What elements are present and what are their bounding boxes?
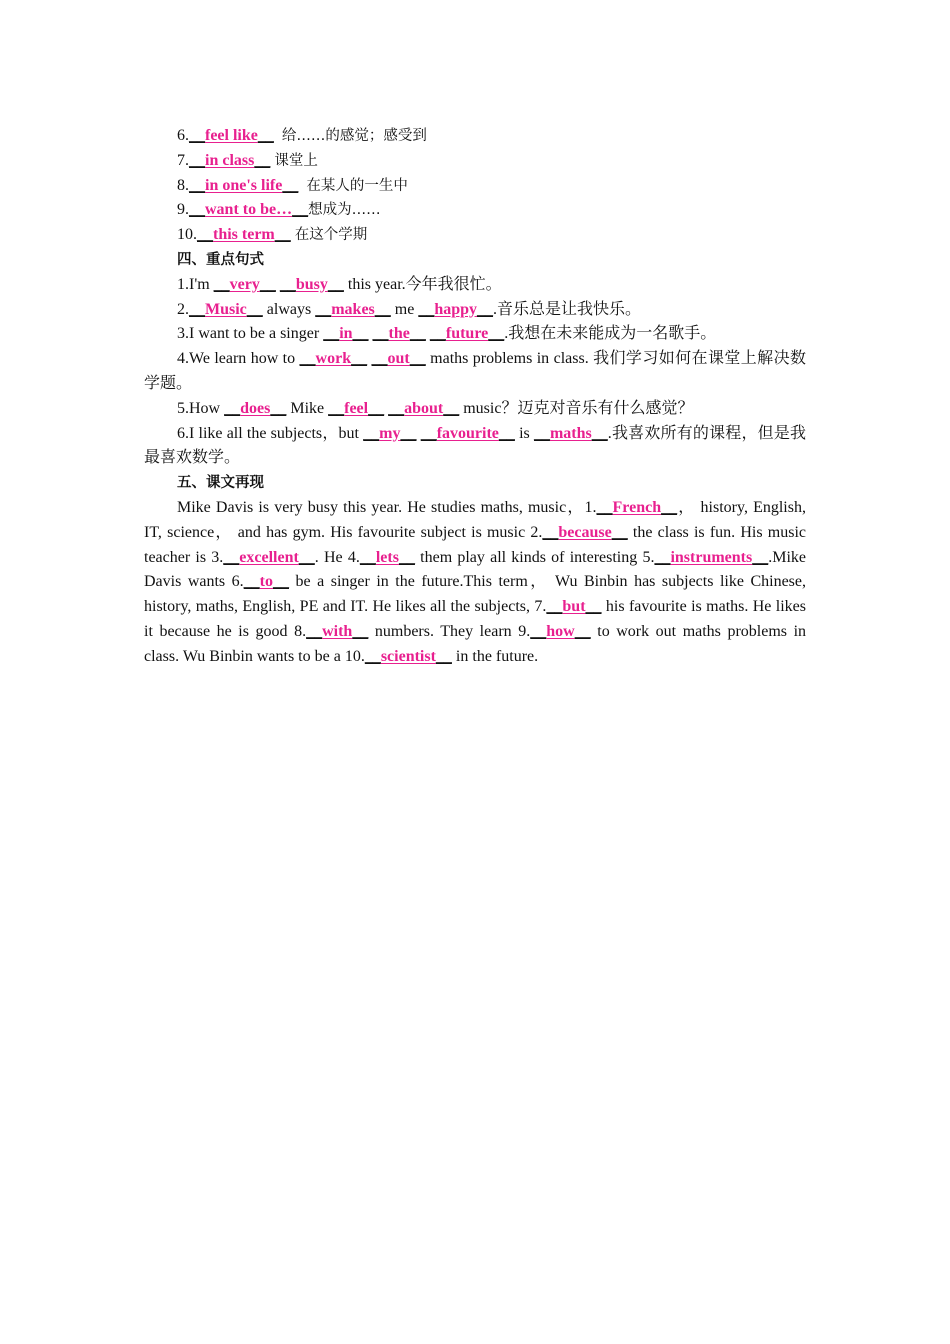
passage-text: Mike Davis is very busy this year. He studies maths, music，1. [177,498,597,516]
passage-text: ， history, English, IT, science， and has gym. His favourite subject is music 2. [144,498,806,541]
passage-text: be a singer in the future.This term， Wu Binbin has subjects like Chinese, history, maths, English, PE and IT. He likes all the subjects, 7. [144,573,806,616]
blank: __ [274,226,291,244]
sentence-text: 5.How [177,399,225,417]
blank: __ [351,350,368,368]
blank: __ [292,201,309,219]
blank: __ [352,622,369,640]
section-4-heading: 四、重点句式 [177,251,264,268]
blank: __ [418,300,435,318]
blank: __ [752,548,769,566]
phrase-number: 9. [177,201,189,219]
blank: __ [374,300,391,318]
blank: __ [327,275,344,293]
blank: __ [189,201,205,219]
blank: __ [429,325,446,343]
sentence-text: this year.今年我很忙。 [343,275,502,293]
blank: __ [388,399,405,417]
blank: __ [273,573,289,591]
sentence-text: is [514,424,534,442]
blank: __ [328,399,345,417]
answer: this term [213,226,275,244]
sentence-text: 1.I'm [177,275,214,293]
blank: __ [279,275,296,293]
blank: __ [299,350,316,368]
answer: because [558,523,612,541]
worksheet-page [144,124,806,670]
answer: about [404,399,444,417]
sentence-text: 3.I want to be a singer [177,325,324,343]
phrase-meaning: 课堂上 [274,152,318,169]
blank: __ [189,176,205,194]
blank: __ [197,226,213,244]
answer: does [240,399,271,417]
sentence-text: .我想在未来能成为一名歌手。 [504,325,717,343]
blank: __ [611,523,628,541]
blank: __ [270,399,287,417]
sentence-4 [144,347,806,397]
sentence-text: maths problems in class. 我们学习如何在课堂上解决数学题。 [144,350,806,392]
passage-text: . He 4. [314,548,360,566]
sentence-6 [144,422,806,472]
answer: Music [205,300,247,318]
answer: to [259,573,273,591]
blank: __ [409,325,426,343]
sentence-2 [144,298,806,323]
phrase-number: 6. [177,127,189,144]
passage-text: numbers. They learn 9. [368,622,531,640]
blank: __ [254,151,271,169]
phrase-number: 7. [177,151,189,169]
sentence-text: me [390,300,419,318]
sentence-text: music？迈克对音乐有什么感觉？ [459,399,694,417]
answer: the [388,325,410,343]
blank: __ [443,399,460,417]
answer: instruments [670,548,753,566]
blank: __ [224,399,241,417]
passage [144,496,806,670]
blank: __ [189,151,205,169]
phrase-10 [144,223,806,248]
sentence-text: .我喜欢所有的课程，但是我最喜欢数学。 [144,424,807,467]
blank: __ [530,622,547,640]
blank: __ [189,300,205,318]
phrase-7 [144,149,806,174]
blank: __ [243,573,260,591]
blank: __ [420,424,437,442]
answer: feel like [205,127,258,144]
blank: __ [542,523,559,541]
blank: __ [596,498,613,516]
answer: feel [344,399,369,417]
sentence-1 [144,273,806,298]
blank: __ [368,399,385,417]
blank: __ [574,622,591,640]
blank: __ [591,424,608,442]
blank: __ [498,424,515,442]
blank: __ [298,548,315,566]
blank: __ [213,275,230,293]
answer: happy [434,300,478,318]
answer: French [612,498,662,516]
blank: __ [371,350,388,368]
sentence-text: .音乐总是让我快乐。 [493,300,642,318]
blank: __ [546,598,563,616]
blank: __ [189,127,205,144]
phrase-9 [144,198,806,223]
blank: __ [409,350,426,368]
blank: __ [246,300,263,318]
section-5-heading: 五、课文再现 [177,475,264,492]
answer: future [445,325,489,343]
blank: __ [363,424,380,442]
phrase-number: 8. [177,176,189,194]
passage-text: .Mike Davis wants 6. [144,548,807,591]
passage-text: them play all kinds of interesting 5. [414,548,655,566]
answer: lets [375,548,399,566]
blank: __ [400,424,417,442]
passage-text: in the future. [451,647,539,665]
answer: maths [549,424,592,442]
sentence-5 [144,397,806,422]
answer: in class [205,151,255,169]
phrase-meaning: 想成为…… [308,202,381,219]
answer: out [387,350,410,368]
blank: __ [359,548,376,566]
phrase-8 [144,174,806,199]
blank: __ [306,622,323,640]
blank: __ [654,548,671,566]
blank: __ [488,325,505,343]
phrase-meaning: 在某人的一生中 [306,177,408,194]
blank: __ [398,548,415,566]
sentence-text: 2. [177,300,189,318]
sentence-text: 4.We learn how to [177,350,300,368]
sentence-text: 6.I like all the subjects，but [177,424,364,442]
blank: __ [259,275,276,293]
blank: __ [661,498,678,516]
blank: __ [352,325,369,343]
answer: scientist [380,647,436,665]
phrase-number: 10. [177,226,197,244]
answer: very [229,275,260,293]
passage-text: to work out maths problems in class. Wu Binbin wants to be a 10. [144,622,807,665]
blank: __ [435,647,452,665]
answer: but [562,598,586,616]
sentence-text: always [262,300,316,318]
answer: in one's life [205,176,283,194]
blank: __ [282,176,299,194]
answer: in [339,325,353,343]
sentence-3 [144,322,806,347]
answer: with [322,622,353,640]
phrase-6 [144,124,806,149]
answer: excellent [239,548,299,566]
answer: work [315,350,352,368]
answer: my [379,424,401,442]
answer: busy [295,275,328,293]
answer: want to be… [205,201,293,219]
sentence-text: Mike [286,399,329,417]
blank: __ [477,300,494,318]
blank: __ [372,325,389,343]
blank: __ [223,548,240,566]
answer: favourite [436,424,499,442]
blank: __ [585,598,602,616]
passage-text: the class is fun. His music teacher is 3. [144,523,806,566]
answer: makes [331,300,375,318]
blank: __ [533,424,550,442]
blank: __ [364,647,381,665]
blank: __ [315,300,332,318]
phrase-meaning: 在这个学期 [294,227,368,244]
passage-text: his favourite is maths. He likes it because he is good 8. [144,598,807,640]
blank: __ [323,325,340,343]
answer: how [546,622,575,640]
blank: __ [257,127,274,144]
phrase-meaning: 给……的感觉；感受到 [281,128,427,144]
